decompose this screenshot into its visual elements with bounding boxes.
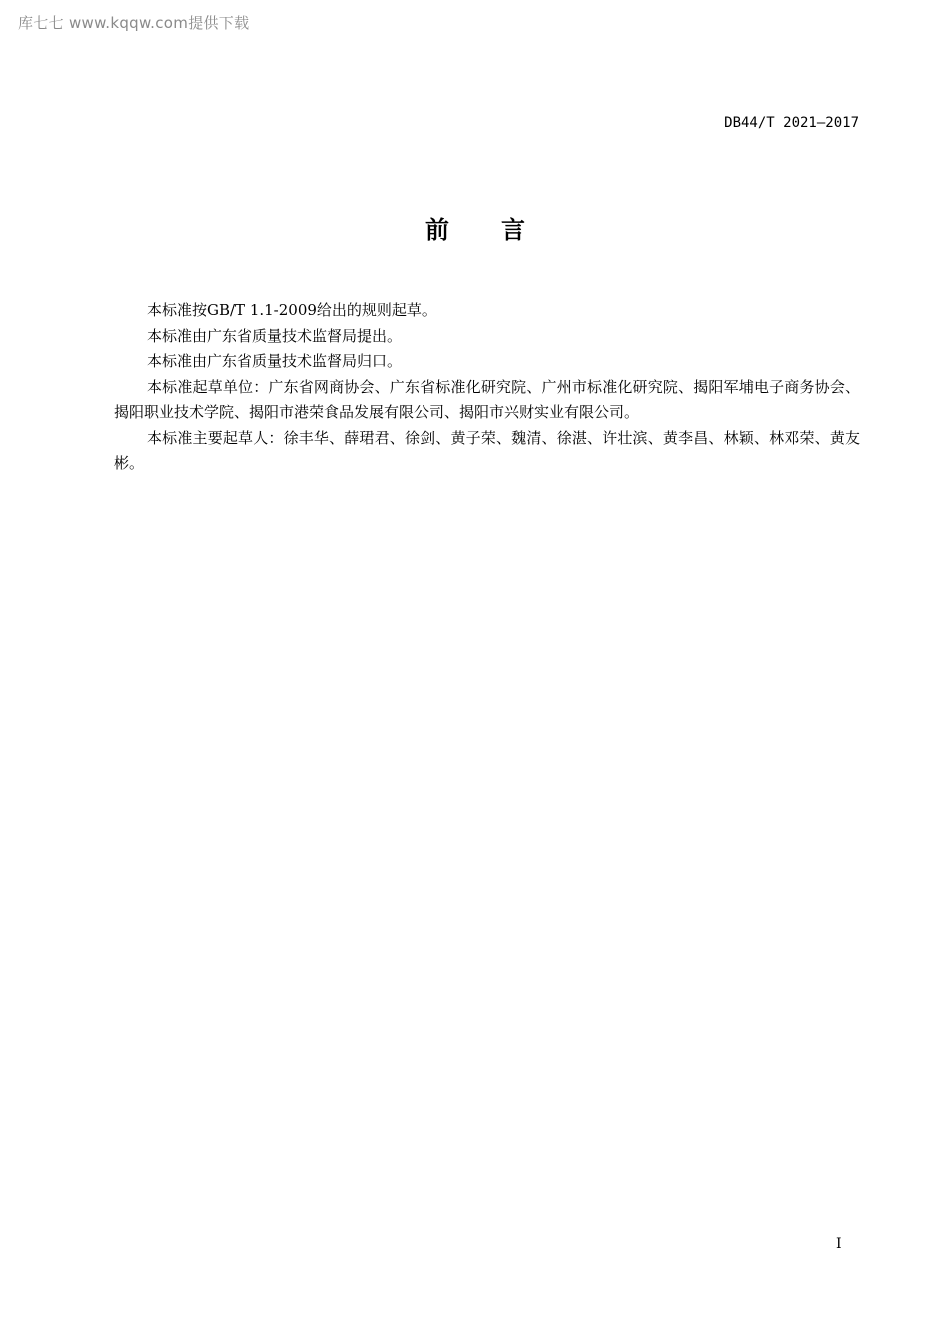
paragraph-proposer: 本标准由广东省质量技术监督局提出。 bbox=[147, 326, 403, 345]
page-number: I bbox=[836, 1236, 842, 1252]
standard-code: DB44/T 2021—2017 bbox=[724, 115, 859, 131]
page-title: 前言 bbox=[425, 216, 577, 244]
paragraph-administrator: 本标准由广东省质量技术监督局归口。 bbox=[147, 352, 403, 370]
paragraph-main-drafters: 本标准主要起草人：徐丰华、薛珺君、徐剑、黄子荣、魏清、徐湛、许壮滨、黄李昌、林颖、林邓荣、黄友彬。 bbox=[114, 428, 860, 472]
paragraph-drafting-units: 本标准起草单位：广东省网商协会、广东省标准化研究院、广州市标准化研究院、揭阳军埔电子商务协会、揭阳职业技术学院、揭阳市港荣食品发展有限公司、揭阳市兴财实业有限公司。 bbox=[114, 377, 860, 421]
watermark-text: 库七七 www.kqqw.com提供下载 bbox=[18, 14, 250, 32]
paragraph-drafting-rules: 本标准按GB/T 1.1-2009给出的规则起草。 bbox=[147, 301, 437, 319]
foreword-body bbox=[114, 298, 860, 477]
